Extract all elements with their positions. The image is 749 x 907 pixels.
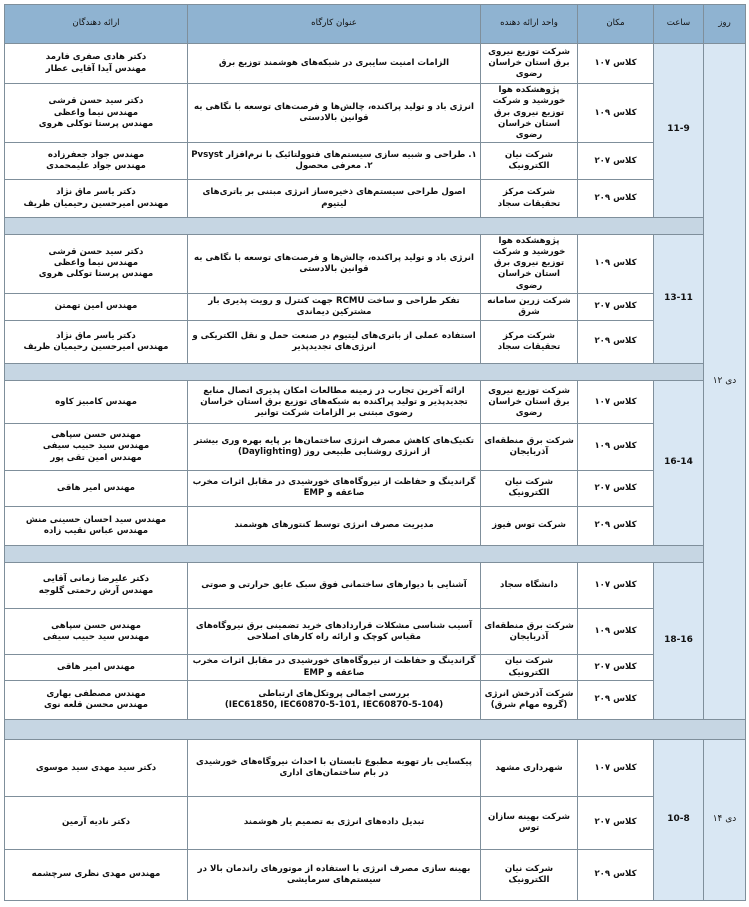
presenters-cell [5, 180, 188, 217]
presenter-name: دکتر سید حسن قرشی [48, 246, 144, 257]
header-unit: واحد ارائه دهنده [481, 5, 578, 44]
presenter-name: مهندس امین تقی پور [50, 452, 142, 463]
presenters-cell [5, 44, 188, 84]
title-cell: تبدیل داده‌های انرژی به تصمیم یار هوشمند [188, 797, 481, 849]
presenters-cell [5, 143, 188, 180]
presenters-cell [5, 609, 188, 655]
location-cell: کلاس ۱۰۹ [578, 609, 654, 655]
presenters-cell [5, 293, 188, 320]
unit-cell: شرکت توس فیوز [481, 506, 578, 545]
separator-cell [5, 364, 704, 381]
separator-cell [5, 720, 746, 740]
presenter-name: مهندس کامبیز کاوه [55, 396, 137, 407]
location-cell: کلاس ۱۰۷ [578, 44, 654, 84]
location-cell: کلاس ۲۰۷ [578, 797, 654, 849]
table-row [5, 180, 746, 217]
presenters-cell [5, 797, 188, 849]
table-row [5, 680, 746, 719]
unit-cell: شرکت مرکز تحقیقات سجاد [481, 180, 578, 217]
workshop-schedule-table [4, 4, 746, 901]
table-row [5, 849, 746, 900]
location-cell: کلاس ۲۰۷ [578, 143, 654, 180]
table-row [5, 562, 746, 608]
presenter-name: دکتر نادیه آرمین [61, 817, 130, 828]
title-cell: انرژی باد و تولید پراکنده، چالش‌ها و فرصت‌های توسعه با نگاهی به قوانین بالادستی [188, 234, 481, 293]
title-list-item: ١. طراحی و شبیه سازی سیستم‌های فتوولتائیک با نرم‌افزار Pvsyst [191, 150, 477, 161]
location-cell: کلاس ۱۰۹ [578, 84, 654, 143]
presenters-cell [5, 506, 188, 545]
presenter-name: مهندس آیدا آقایی عطار [45, 63, 147, 74]
header-title: عنوان کارگاه [188, 5, 481, 44]
table-row [5, 470, 746, 506]
table-row [5, 740, 746, 797]
location-cell: کلاس ۱۰۹ [578, 234, 654, 293]
table-row [5, 143, 746, 180]
presenter-name: مهندس نیما واعظی [53, 107, 139, 118]
presenter-name: دکتر علیرضا زمانی آقایی [42, 574, 150, 585]
time-cell: 13-11 [654, 234, 704, 363]
presenter-name: دکتر هادی صفری فارمد [45, 52, 147, 63]
table-row [5, 797, 746, 849]
unit-cell: پژوهشکده هوا خورشید و شرکت توزیع نیروی برق استان خراسان رضوی [481, 84, 578, 143]
unit-cell: شرکت نیان الکترونیک [481, 655, 578, 680]
presenter-name: مهندس حسن سپاهی [51, 430, 141, 441]
unit-cell: شهرداری مشهد [481, 740, 578, 797]
title-cell: تفکر طراحی و ساخت RCMU جهت کنترل و رویت پذیری بار مشترکین دیماندی [188, 293, 481, 320]
table-header [5, 5, 746, 44]
presenters-cell [5, 740, 188, 797]
title-cell: استفاده عملی از باتری‌های لیتیوم در صنعت حمل و نقل الکتریکی و انرژی‌های تجدیدپذیر [188, 320, 481, 363]
presenter-name: مهندس امیر هاقی [57, 482, 135, 493]
presenter-name: مهندس حسن سپاهی [51, 620, 141, 631]
location-cell: کلاس ۲۰۷ [578, 293, 654, 320]
presenter-name: مهندس جواد جعفرزاده [47, 150, 145, 161]
presenters-cell [5, 849, 188, 900]
location-cell: کلاس ۲۰۹ [578, 506, 654, 545]
location-cell: کلاس ۱۰۹ [578, 424, 654, 470]
table-row [5, 381, 746, 424]
location-cell: کلاس ۲۰۷ [578, 655, 654, 680]
time-cell: 16-14 [654, 381, 704, 546]
title-cell: بهینه سازی مصرف انرژی با استفاده از موتورهای راندمان بالا در سیستم‌های سرمایشی [188, 849, 481, 900]
time-cell: 11-9 [654, 44, 704, 218]
title-cell: تکنیک‌های کاهش مصرف انرژی ساختمان‌ها بر پایه بهره وری بیشتر از انرژی روشنایی طبیعی روز (Daylighting) [188, 424, 481, 470]
header-row [5, 5, 746, 44]
location-cell: کلاس ۲۰۹ [578, 320, 654, 363]
presenter-name: مهندس پرستا توکلی هروی [38, 118, 154, 129]
table-row [5, 44, 746, 84]
title-cell [188, 680, 481, 719]
unit-cell: شرکت نیان الکترونیک [481, 849, 578, 900]
table-row [5, 609, 746, 655]
location-cell: کلاس ۱۰۷ [578, 562, 654, 608]
presenter-name: مهندس سید حبیب سیفی [42, 441, 150, 452]
day-cell: دی ۱۴ [704, 740, 746, 901]
presenter-name: مهندس امیرحسین رحیمیان ظریف [23, 198, 169, 209]
table-row [5, 506, 746, 545]
title-line: (IEC61850, IEC60870-5-101, IEC60870-5-104) [224, 699, 444, 710]
presenters-cell [5, 680, 188, 719]
title-cell: انرژی باد و تولید پراکنده، چالش‌ها و فرصت‌های توسعه با نگاهی به قوانین بالادستی [188, 84, 481, 143]
table-row [5, 293, 746, 320]
presenter-name: مهندس مصطفی بهاری [46, 688, 146, 699]
time-cell: 10-8 [654, 740, 704, 901]
unit-cell: شرکت توزیع نیروی برق استان خراسان رضوی [481, 44, 578, 84]
title-cell: آشنایی با دیوارهای ساختمانی فوق سبک عایق حرارتی و صوتی [188, 562, 481, 608]
title-cell: الزامات امنیت سایبری در شبکه‌های هوشمند توزیع برق [188, 44, 481, 84]
table-row [5, 234, 746, 293]
location-cell: کلاس ۲۰۷ [578, 470, 654, 506]
slot-separator [5, 217, 746, 234]
presenters-cell [5, 562, 188, 608]
presenter-name: دکتر یاسر ماق نژاد [56, 330, 136, 341]
title-cell: گراندینگ و حفاظت از نیروگاه‌های خورشیدی در مقابل اثرات مخرب صاعقه و EMP [188, 655, 481, 680]
table-body [5, 44, 746, 901]
presenter-name: مهندس سید حبیب سیفی [42, 631, 150, 642]
title-cell [188, 143, 481, 180]
slot-separator [5, 364, 746, 381]
table-row [5, 655, 746, 680]
presenters-cell [5, 234, 188, 293]
presenter-name: مهندس جواد علیمحمدی [46, 161, 146, 172]
presenters-cell [5, 424, 188, 470]
presenter-name: مهندس مهدی نظری سرچشمه [31, 869, 161, 880]
day-separator [5, 720, 746, 740]
unit-cell: شرکت زرین سامانه شرق [481, 293, 578, 320]
table-row [5, 320, 746, 363]
title-cell: مدیریت مصرف انرژی توسط کنتورهای هوشمند [188, 506, 481, 545]
header-time: ساعت [654, 5, 704, 44]
title-cell: آسیب شناسی مشکلات قراردادهای خرید تضمینی برق نیروگاه‌های مقیاس کوچک و ارائه راه کارهای اصلاحی [188, 609, 481, 655]
presenter-name: مهندس امین تهمتن [54, 301, 138, 312]
presenters-cell [5, 381, 188, 424]
title-line: بررسی اجمالی پروتکل‌های ارتباطی [258, 688, 410, 699]
presenter-name: مهندس سید احسان حسینی منش [25, 514, 167, 525]
presenters-cell [5, 470, 188, 506]
presenter-name: دکتر سید مهدی سید موسوی [35, 762, 157, 773]
unit-cell: شرکت برق منطقه‌ای آذربایجان [481, 424, 578, 470]
location-cell: کلاس ۲۰۹ [578, 180, 654, 217]
presenter-name: مهندس پرستا توکلی هروی [38, 269, 154, 280]
unit-cell: شرکت نیان الکترونیک [481, 470, 578, 506]
title-cell: گراندینگ و حفاظت از نیروگاه‌های خورشیدی در مقابل اثرات مخرب صاعقه و EMP [188, 470, 481, 506]
presenter-name: مهندس امیرحسین رحیمیان ظریف [23, 342, 169, 353]
separator-cell [5, 217, 704, 234]
time-cell: 18-16 [654, 562, 704, 719]
unit-cell: شرکت بهینه سازان توس [481, 797, 578, 849]
unit-cell: شرکت آذرخش انرژی (گروه مهام شرق) [481, 680, 578, 719]
table-row [5, 84, 746, 143]
presenter-name: مهندس امیر هاقی [57, 662, 135, 673]
presenter-name: دکتر سید حسن قرشی [48, 96, 144, 107]
unit-cell: شرکت برق منطقه‌ای آذربایجان [481, 609, 578, 655]
unit-cell: شرکت نیان الکترونیک [481, 143, 578, 180]
title-cell: اصول طراحی سیستم‌های ذخیره‌ساز انرژی مبتنی بر باتری‌های لیتیوم [188, 180, 481, 217]
location-cell: کلاس ۱۰۷ [578, 381, 654, 424]
unit-cell: دانشگاه سجاد [481, 562, 578, 608]
title-cell: پیکسایی بار تهویه مطبوع تابستان با احداث نیروگاه‌های خورشیدی در بام ساختمان‌های اداری [188, 740, 481, 797]
header-location: مکان [578, 5, 654, 44]
presenter-name: مهندس عباس نقیب زاده [43, 525, 149, 536]
day-cell: دی ۱۲ [704, 44, 746, 720]
title-cell: ارائه آخرین تجارب در زمینه مطالعات امکان پذیری اتصال منابع تجدیدپذیر و تولید پراکنده به شبکه‌های توزیع برق استان خراسان رضوی مبتنی بر الزامات شرکت توانیر [188, 381, 481, 424]
presenter-name: دکتر یاسر ماق نژاد [56, 187, 136, 198]
unit-cell: شرکت توزیع نیروی برق استان خراسان رضوی [481, 381, 578, 424]
slot-separator [5, 545, 746, 562]
unit-cell: شرکت مرکز تحقیقات سجاد [481, 320, 578, 363]
table-row [5, 424, 746, 470]
header-day: روز [704, 5, 746, 44]
presenters-cell [5, 655, 188, 680]
presenter-name: مهندس محسن قلعه نوی [44, 699, 148, 710]
title-list-item: ٢. معرفی محصول [295, 161, 373, 172]
location-cell: کلاس ۱۰۷ [578, 740, 654, 797]
presenters-cell [5, 320, 188, 363]
separator-cell [5, 545, 704, 562]
header-presenters: ارائه دهندگان [5, 5, 188, 44]
presenters-cell [5, 84, 188, 143]
location-cell: کلاس ۲۰۹ [578, 849, 654, 900]
presenter-name: مهندس آرش رحمتی گلوجه [38, 585, 154, 596]
location-cell: کلاس ۲۰۹ [578, 680, 654, 719]
presenter-name: مهندس نیما واعظی [53, 258, 139, 269]
unit-cell: پژوهشکده هوا خورشید و شرکت توزیع نیروی برق استان خراسان رضوی [481, 234, 578, 293]
